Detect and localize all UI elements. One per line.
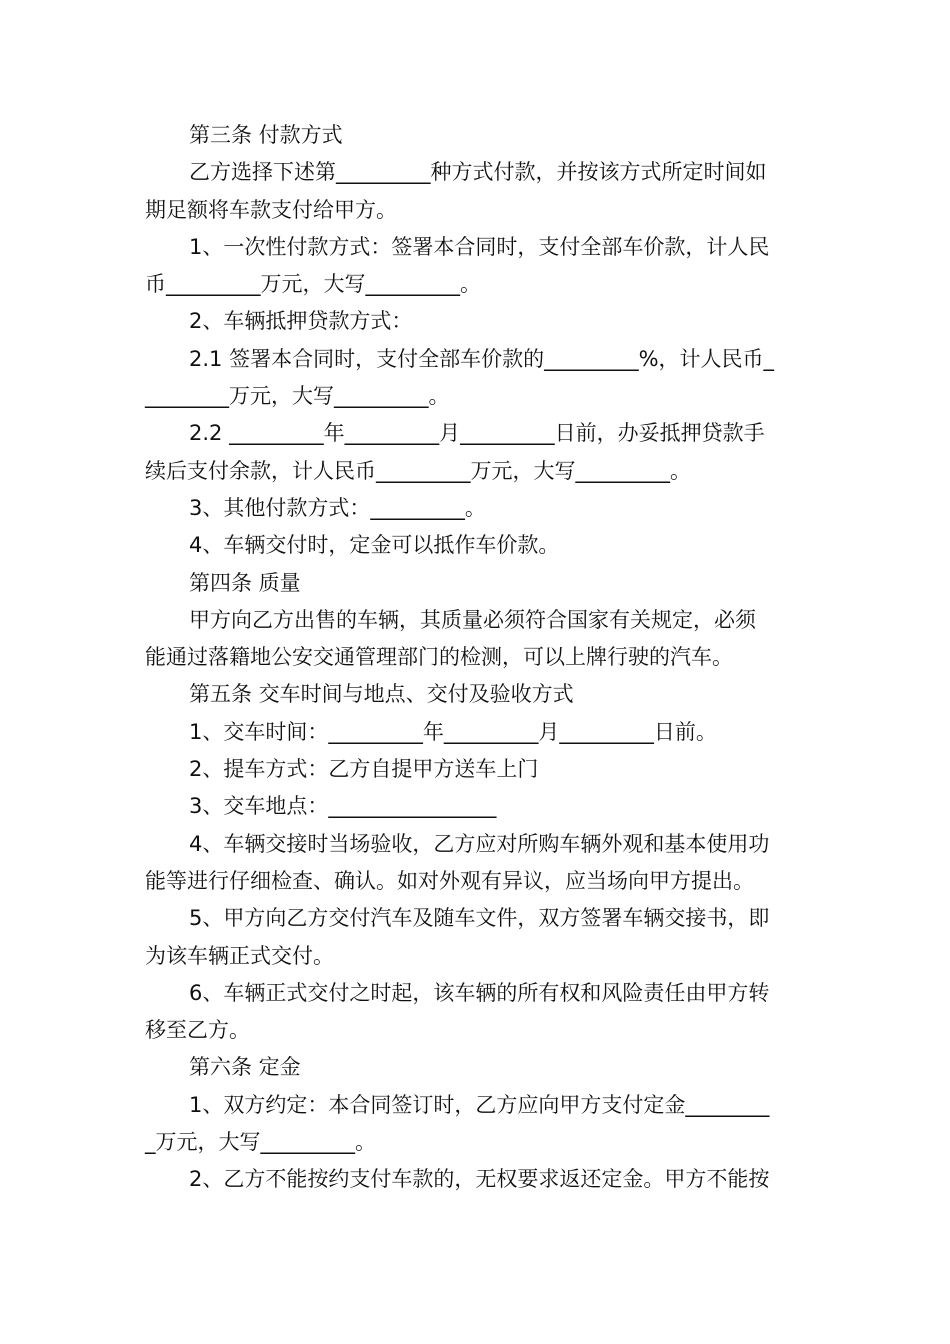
paragraph-line: 期足额将车款支付给甲方。 bbox=[145, 197, 397, 222]
paragraph-line: 3、其他付款方式：_________。 bbox=[189, 495, 486, 520]
paragraph-line: 续后支付余款，计人民币_________万元，大写_________。 bbox=[145, 458, 691, 483]
paragraph-line: 为该车辆正式交付。 bbox=[145, 943, 334, 968]
paragraph-line: _万元，大写_________。 bbox=[145, 1130, 376, 1155]
paragraph-line: 能等进行仔细检查、确认。如对外观有异议，应当场向甲方提出。 bbox=[145, 868, 754, 893]
paragraph-line: 甲方向乙方出售的车辆，其质量必须符合国家有关规定，必须 bbox=[189, 607, 756, 632]
paragraph-line: 4、车辆交接时当场验收，乙方应对所购车辆外观和基本使用功 bbox=[189, 831, 770, 856]
paragraph-line: 2、提车方式：乙方自提甲方送车上门 bbox=[189, 757, 539, 782]
document-body bbox=[145, 117, 810, 1199]
paragraph-line: 1、双方约定：本合同签订时，乙方应向甲方支付定金________ bbox=[189, 1092, 770, 1117]
paragraph-line: 2、乙方不能按约支付车款的，无权要求返还定金。甲方不能按 bbox=[189, 1167, 770, 1192]
paragraph-line: 3、交车地点：________________ bbox=[189, 794, 497, 819]
paragraph-line: 2.2 _________年_________月_________日前，办妥抵押贷款手 bbox=[189, 421, 765, 446]
paragraph-line: 能通过落籍地公安交通管理部门的检测，可以上牌行驶的汽车。 bbox=[145, 645, 733, 670]
section-heading-delivery: 第五条 交车时间与地点、交付及验收方式 bbox=[189, 682, 574, 707]
paragraph-line: 6、车辆正式交付之时起，该车辆的所有权和风险责任由甲方转 bbox=[189, 980, 770, 1005]
section-heading-payment: 第三条 付款方式 bbox=[189, 123, 343, 147]
paragraph-line: 乙方选择下述第_________种方式付款，并按该方式所定时间如 bbox=[189, 160, 767, 185]
section-heading-deposit: 第六条 定金 bbox=[189, 1055, 301, 1080]
paragraph-line: 1、交车时间：_________年_________月_________日前。 bbox=[189, 719, 717, 744]
section-heading-quality: 第四条 质量 bbox=[189, 570, 301, 595]
paragraph-line: 4、车辆交付时，定金可以抵作车价款。 bbox=[189, 533, 560, 558]
paragraph-line: ________万元，大写_________。 bbox=[145, 384, 450, 409]
paragraph-line: 移至乙方。 bbox=[145, 1018, 250, 1043]
paragraph-line: 5、甲方向乙方交付汽车及随车文件，双方签署车辆交接书，即 bbox=[189, 906, 770, 931]
paragraph-line: 币_________万元，大写_________。 bbox=[145, 272, 481, 297]
paragraph-line: 1、一次性付款方式：签署本合同时，支付全部车价款，计人民 bbox=[189, 234, 770, 259]
paragraph-line: 2、车辆抵押贷款方式： bbox=[189, 309, 413, 334]
paragraph-line: 2.1 签署本合同时，支付全部车价款的_________%，计人民币_ bbox=[189, 346, 775, 371]
